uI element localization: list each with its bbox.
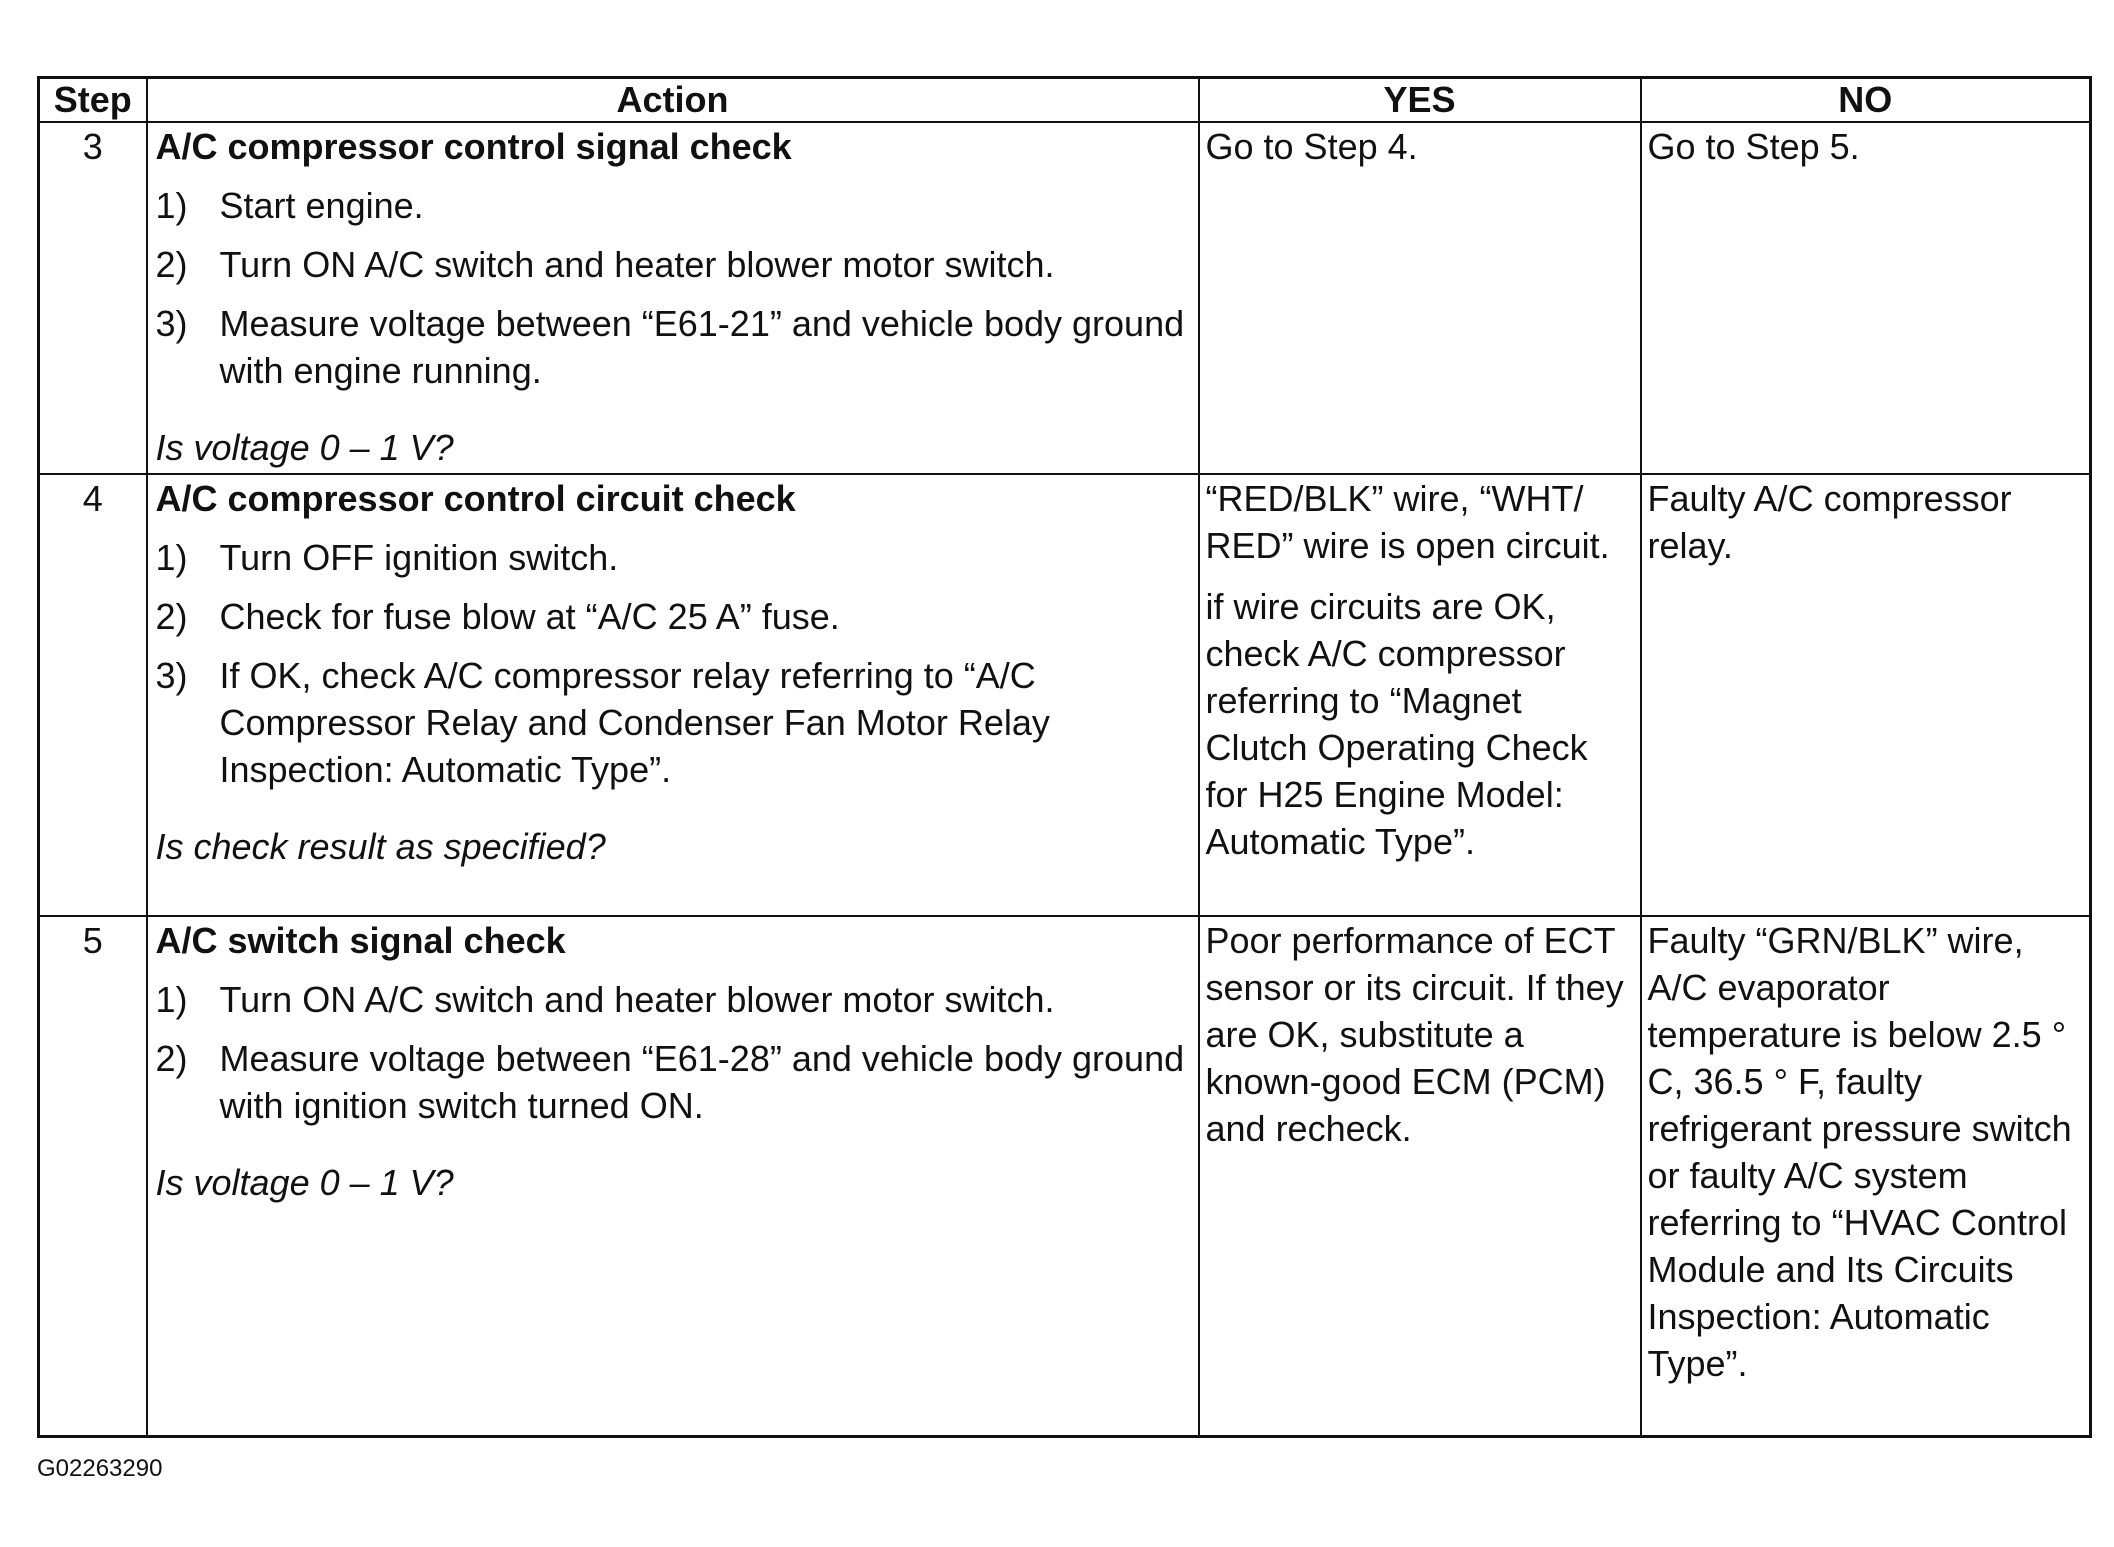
action-cell [147, 474, 1199, 916]
yes-text: “RED/BLK” wire, “WHT/ RED” wire is open circuit. [1205, 478, 1610, 566]
header-no: NO [1641, 78, 2091, 123]
table-row [39, 474, 2091, 916]
no-text: Go to Step 5. [1647, 126, 1860, 167]
yes-text: Go to Step 4. [1205, 126, 1418, 167]
yes-text: Poor performance of ECT sensor or its circuit. If they are OK, substitute a known-good ECM (PCM) and recheck. [1205, 920, 1624, 1149]
step-index: 2) [155, 244, 188, 285]
no-text: Faulty “GRN/BLK” wire, A/C evaporator temperature is below 2.5 ° C, 36.5 ° F, faulty refrigerant pressure switch or faulty A/C system referring to “HVAC Control Module and Its Circuits Inspection: Automatic Type”. [1647, 920, 2072, 1384]
diagnosis-table [37, 76, 2092, 1438]
step-index: 1) [155, 185, 188, 226]
step-number: 4 [39, 474, 147, 916]
step-index: 3) [155, 655, 188, 696]
action-steps [156, 976, 1190, 1129]
step-index: 2) [155, 1038, 188, 1079]
table-row [39, 122, 2091, 474]
yes-cell [1199, 474, 1641, 916]
action-title: A/C switch signal check [155, 920, 566, 961]
no-text: Faulty A/C compressor relay. [1647, 478, 2012, 566]
action-cell [147, 916, 1199, 1436]
step-text: Measure voltage between “E61-21” and vehicle body ground with engine running. [219, 303, 1185, 391]
no-cell [1641, 122, 2091, 474]
check-question: Is check result as specified? [155, 826, 606, 867]
action-step [156, 652, 1190, 793]
action-steps [156, 534, 1190, 793]
step-index: 1) [155, 537, 188, 578]
step-text: Turn ON A/C switch and heater blower motor switch. [219, 979, 1055, 1020]
table-row [39, 916, 2091, 1436]
action-step [156, 182, 1190, 229]
action-cell [147, 122, 1199, 474]
action-step [156, 976, 1190, 1023]
step-text: Start engine. [219, 185, 424, 226]
step-text: Turn ON A/C switch and heater blower motor switch. [219, 244, 1055, 285]
check-question: Is voltage 0 – 1 V? [155, 1162, 454, 1203]
action-step [156, 534, 1190, 581]
step-index: 1) [155, 979, 188, 1020]
header-yes: YES [1199, 78, 1641, 123]
yes-cell [1199, 122, 1641, 474]
action-step [156, 1035, 1190, 1129]
action-steps [156, 182, 1190, 394]
header-row [39, 78, 2091, 123]
action-step [156, 241, 1190, 288]
step-number: 5 [39, 916, 147, 1436]
step-index: 3) [155, 303, 188, 344]
no-cell [1641, 474, 2091, 916]
yes-cell [1199, 916, 1641, 1436]
step-text: Check for fuse blow at “A/C 25 A” fuse. [219, 596, 840, 637]
header-step: Step [39, 78, 147, 123]
step-index: 2) [155, 596, 188, 637]
no-cell [1641, 916, 2091, 1436]
figure-code: G02263290 [37, 1455, 163, 1482]
action-title: A/C compressor control circuit check [155, 478, 796, 519]
yes-text: if wire circuits are OK, check A/C compressor referring to “Magnet Clutch Operating Check for H25 Engine Model: Automatic Type”. [1205, 586, 1588, 862]
step-text: If OK, check A/C compressor relay referring to “A/C Compressor Relay and Condenser Fan Motor Relay Inspection: Automatic Type”. [219, 655, 1050, 790]
check-question: Is voltage 0 – 1 V? [155, 427, 454, 468]
step-number: 3 [39, 122, 147, 474]
action-title: A/C compressor control signal check [155, 126, 792, 167]
step-text: Measure voltage between “E61-28” and vehicle body ground with ignition switch turned ON. [219, 1038, 1185, 1126]
header-action: Action [147, 78, 1199, 123]
action-step [156, 300, 1190, 394]
action-step [156, 593, 1190, 640]
step-text: Turn OFF ignition switch. [219, 537, 619, 578]
